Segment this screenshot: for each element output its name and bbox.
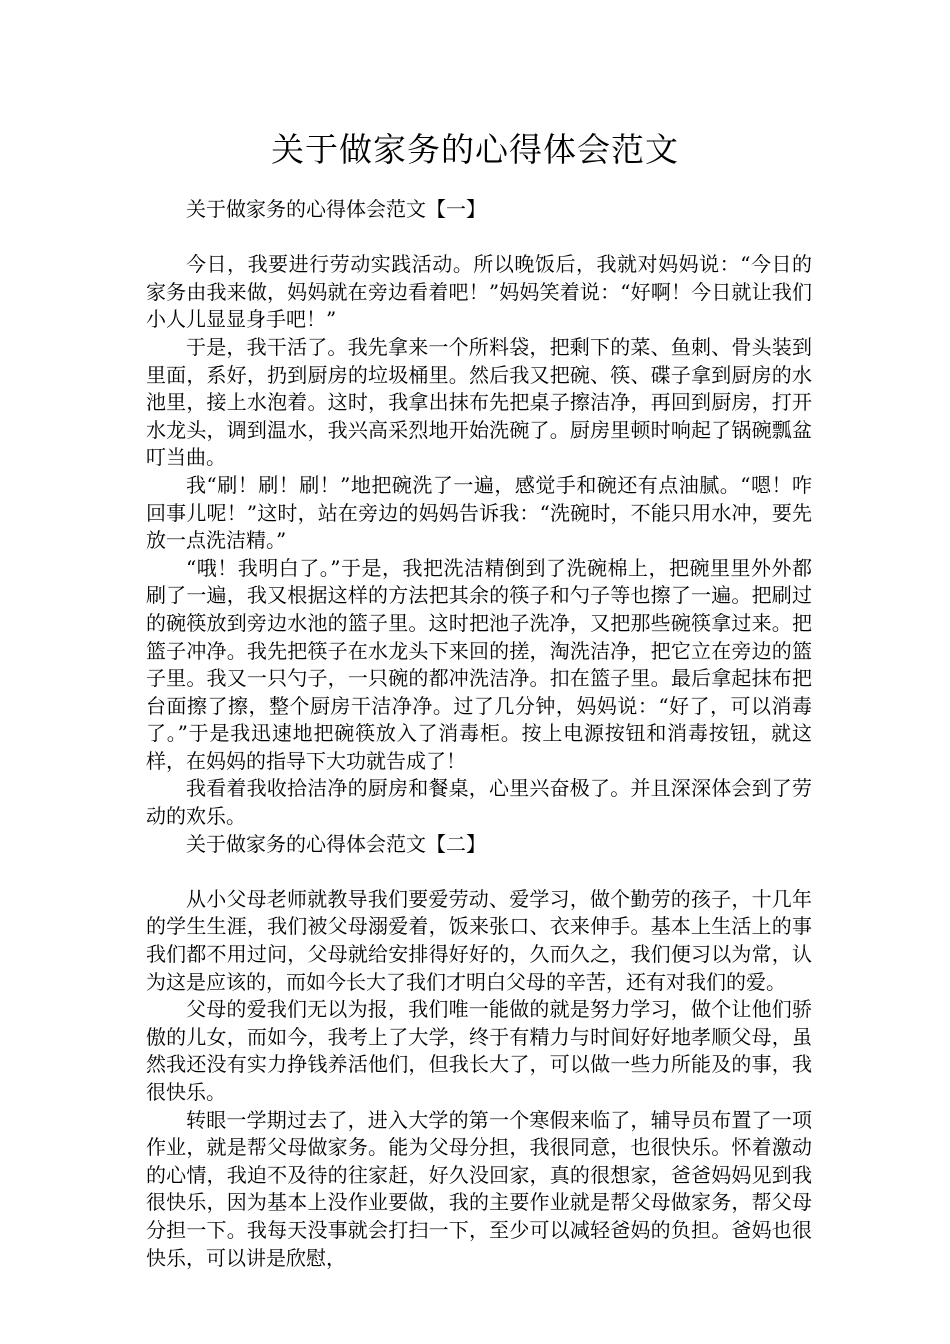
paragraph: 父母的爱我们无以为报，我们唯一能做的就是努力学习，做个让他们骄傲的儿女，而如今，我考上了大学，终于有精力与时间好好地孝顺父母，虽然我还没有实力挣钱养活他们，但我长大了，可以做一些力所能及的事，我很快乐。 (146, 997, 812, 1104)
paragraph: 我“刷！刷！刷！”地把碗洗了一遍，感觉手和碗还有点油腻。“嗯！咋回事儿呢！”这时，站在旁边的妈妈告诉我：“洗碗时，不能只用水冲，要先放一点洗洁精。” (146, 472, 812, 553)
paragraph: 今日，我要进行劳动实践活动。所以晚饭后，我就对妈妈说：“今日的家务由我来做，妈妈就在旁边看着吧！”妈妈笑着说：“好啊！今日就让我们小人儿显显身手吧！” (146, 252, 812, 332)
paragraph: 从小父母老师就教导我们要爱劳动、爱学习，做个勤劳的孩子，十几年的学生生涯，我们被父母溺爱着，饭来张口、衣来伸手。基本上生活上的事我们都不用过问，父母就给安排得好好的，久而久之，我们便习以为常，认为这是应该的，而如今长大了我们才明白父母的辛苦，还有对我们的爱。 (146, 886, 812, 994)
paragraph: 转眼一学期过去了，进入大学的第一个寒假来临了，辅导员布置了一项作业，就是帮父母做家务。能为父母分担，我很同意，也很快乐。怀着激动的心情，我迫不及待的往家赶，好久没回家，真的很想家，爸爸妈妈见到我很快乐，因为基本上没作业要做，我的主要作业就是帮父母做家务，帮父母分担一下。我每天没事就会打扫一下，至少可以减轻爸妈的负担。爸妈也很快乐，可以讲是欣慰， (146, 1107, 812, 1270)
paragraph: “哦！我明白了。”于是，我把洗洁精倒到了洗碗棉上，把碗里里外外都刷了一遍，我又根据这样的方法把其余的筷子和勺子等也擦了一遍。把刷过的碗筷放到旁边水池的篮子里。这时把池子洗净，又把那些碗筷拿过来。把篮子冲净。我先把筷子在水龙头下来回的搓，淘洗洁净，把它立在旁边的篮子里。我又一只勺子，一只碗的都冲洗洁净。扣在篮子里。最后拿起抹布把台面擦了擦，整个厨房干洁净净。过了几分钟，妈妈说：“好了，可以消毒了。”于是我迅速地把碗筷放入了消毒柜。按上电源按钮和消毒按钮，就这样，在妈妈的指导下大功就告成了！ (146, 555, 812, 773)
document-body (146, 196, 812, 1272)
section-1-heading: 关于做家务的心得体会范文【一】 (186, 197, 486, 221)
paragraph: 于是，我干活了。我先拿来一个所料袋，把剩下的菜、鱼刺、骨头装到里面，系好，扔到厨房的垃圾桶里。然后我又把碗、筷、碟子拿到厨房的水池里，接上水泡着。这时，我拿出抹布先把桌子擦洁净，再回到厨房，打开水龙头，调到温水，我兴高采烈地开始洗碗了。厨房里顿时响起了锅碗瓢盆叮当曲。 (146, 334, 812, 470)
paragraph: 我看着我收拾洁净的厨房和餐桌，心里兴奋极了。并且深深体会到了劳动的欢乐。 (146, 776, 812, 829)
document-title: 关于做家务的心得体会范文 (271, 130, 679, 169)
section-2-heading: 关于做家务的心得体会范文【二】 (186, 831, 486, 856)
